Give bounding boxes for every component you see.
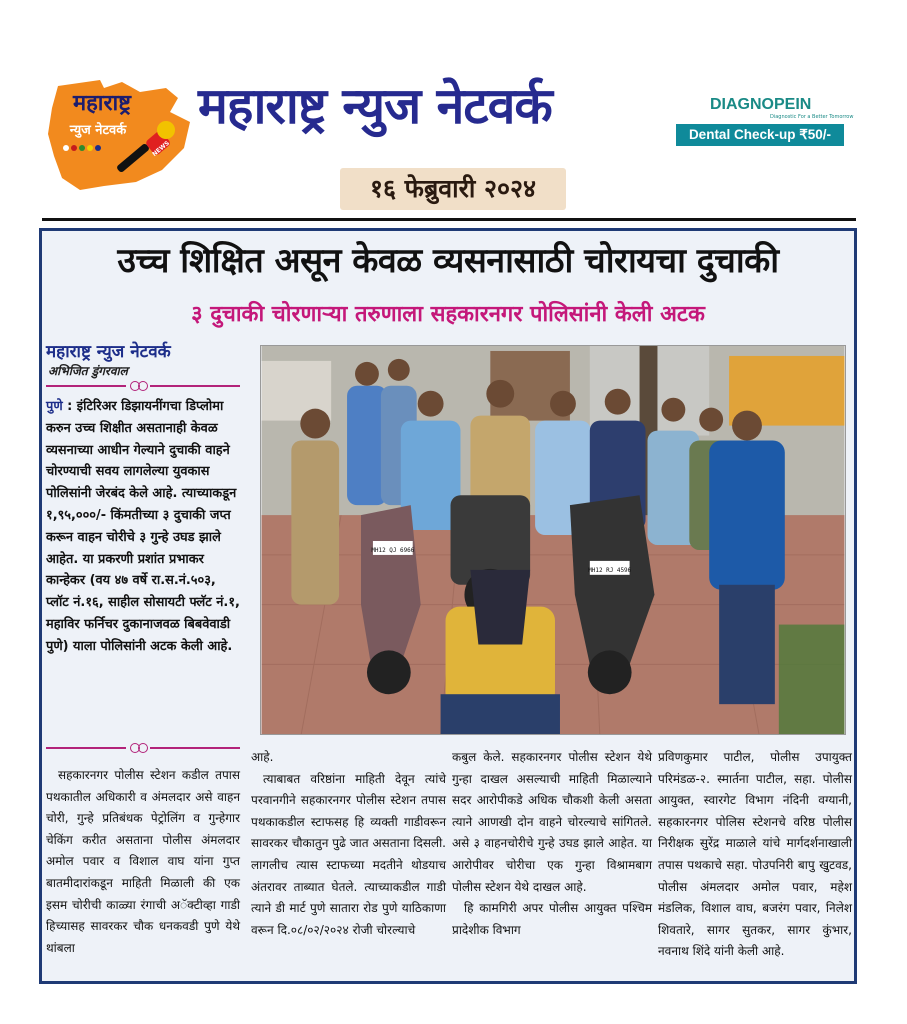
lead-text: : इंटिरिअर डिझायनींगचा डिप्लोमा करुन उच्च शिक्षीत असतानाही केवळ व्यसनाच्या आधीन गेल्याने दुचाकी वाहने चोरण्याची सवय लागलेल्या युवकास पोलिसांनी जेरबंद केले आहे. त्याच्याकडून १,९५,०००/- किंमतीच्या ३ दुचाकी जप्त करून वाहन चोरीचे ३ गुन्हे उघड झाले आहेत. या प्रकरणी प्रशांत प्रभाकर कान्हेकर (वय ४७ वर्षे रा.स.नं.५०३, प्लॉट नं.१६, साहील सोसायटी फ्लॅट नं.१, महाविर फर्निचर दुकानाजवळ बिबवेवाडी पुणे) याला पोलिसांनी अटक केली आहे. [46,399,240,654]
article-column-3 [452,747,652,941]
article-lead [46,396,240,658]
ornament-divider [46,380,240,392]
number-plate-2: MH12 RJ 4596 [588,566,632,574]
ad-dental-checkup-banner[interactable]: Dental Check-up ₹50/- [676,124,844,146]
ornament-divider [46,742,240,754]
byline-source: महाराष्ट्र न्युज नेटवर्क [46,342,171,362]
column-3-paragraph-1: कबुल केले. सहकारनगर पोलीस स्टेशन येथे गुन्हा दाखल असल्याची माहिती मिळाल्याने सदर आरोपीकडे अधिक चौकशी केली असता त्याने आणखी दोन वाहने चोरल्याचे सांगितले. असे ३ वाहनचोरीचे गुन्हे उघड झाले आहेत. या आरोपीवर चोरीचा एक गुन्हा विश्रामबाग पोलीस स्टेशन येथे दाखल आहे. [452,750,652,894]
masthead-title: महाराष्ट्र न्युज नेटवर्क [198,76,552,135]
number-plate-1: MH12 QJ 6966 [371,546,415,554]
ad-tagline: Diagnostic For a Better Tomorrow [770,114,854,120]
news-photo [260,345,846,735]
column-2-paragraph-2: त्याबाबत वरिष्ठांना माहिती देवून त्यांचे परवानगीने सहकारनगर पोलीस स्टेशन तपास पथकाकडील स्टाफसह हि व्यक्ती गाडीवरून सावरकर चौकातुन पुढे जात असताना दिसली. लागलीच त्यास स्टाफच्या मदतीने थोडयाच अंतरावर ताब्यात घेतले. त्याच्याकडील गाडी त्याने डी मार्ट पुणे सातारा रोड पुणे याठिकाणा वरून दि.०८/०२/२०२४ रोजी चोरल्याचे [251,771,446,937]
article-subheadline: ३ दुचाकी चोरणाऱ्या तरुणाला सहकारनगर पोलिसांनी केली अटक [191,302,705,327]
ad-brand: DIAGNOPEIN [710,96,812,113]
logo-line1: महाराष्ट्र [72,90,132,116]
masthead-divider [42,218,856,221]
dateline-place: पुणे [46,399,63,414]
column-3-paragraph-2: हि कामगिरी अपर पोलीस आयुक्त पश्चिम प्रादेशीक विभाग [452,901,652,937]
article-column-4: प्रविणकुमार पाटील, पोलीस उपायुक्त परिमंडळ-२. स्मार्तना पाटील, सहा. पोलीस आयुक्त, स्वारगेट विभाग नंदिनी वग्यानी, सहकारनगर पोलिस स्टेशनचे वरिष्ठ पोलीस निरीक्षक सुरेंद्र माळाले यांचे मार्गदर्शनाखाली तपास पथकाचे सहा. पोउपनिरी बापु खुटवड, पोलीस अंमलदार अमोल पवार, महेश मंडलिक, विशाल वाघ, बजरंग पवार, निलेश शिवतारे, सागर सुतकर, सागर कुंभार, नवनाथ शिंदे यांनी केली आहे. [658,750,852,959]
article-headline: उच्च शिक्षित असून केवळ व्यसनासाठी चोरायचा दुचाकी [117,241,779,281]
article-column-1: सहकारनगर पोलीस स्टेशन कडील तपास पथकातील अधिकारी व अंमलदार असे वाहन चोरी, गुन्हे प्रतिबंधक पेट्रोलिंग व गुन्हेगार चेकिंग करीत असताना पोलीस अंमलदार अमोल पवार व विशाल वाघ यांना गुप्त बातमीदारांकडून माहिती मिळाली की एक इसम चोरीची काळ्या रंगाची अॅक्टीव्हा गाडी हिच्यासह सावरकर चौक धनकवडी पुणे येथे थांबला [46,768,240,955]
article-column-2 [251,747,446,941]
logo-mic-label: NEWS [151,139,171,158]
issue-date: १६ फेब्रुवारी २०२४ [340,168,566,210]
byline-author: अभिजित डुंगरवाल [48,364,128,378]
column-2-paragraph-1: आहे. [251,750,274,764]
logo-line2: न्युज नेटवर्क [69,123,127,138]
newspaper-logo [44,78,194,194]
